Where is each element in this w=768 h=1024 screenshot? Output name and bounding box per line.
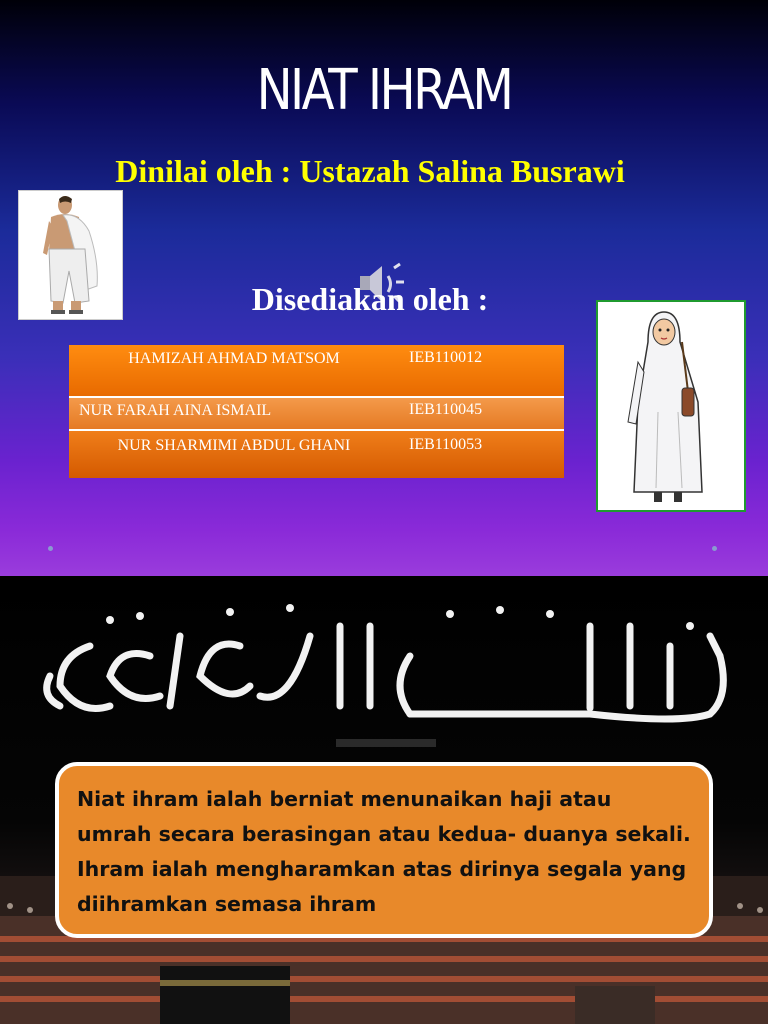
bismillah-calligraphy	[30, 596, 750, 726]
assessed-by-text: Dinilai oleh : Ustazah Salina Busrawi	[115, 153, 625, 189]
table-row	[69, 345, 564, 397]
slide-title: NIAT IHRAM	[256, 58, 512, 123]
table-row	[69, 430, 564, 478]
description-box: Niat ihram ialah berniat menunaikan haji atau umrah secara berasingan atau kedua- duanya sekali. Ihram ialah mengharamkan atas dirinya segala yang diihramkan semasa ihram	[55, 762, 713, 938]
watermark-bar	[336, 739, 436, 747]
hijab-woman-illustration	[596, 300, 746, 512]
member-name: HAMIZAH AHMAD MATSOM	[69, 345, 399, 397]
member-name: NUR SHARMIMI ABDUL GHANI	[69, 430, 399, 478]
member-name: NUR FARAH AINA ISMAIL	[69, 397, 399, 430]
member-id: IEB110053	[399, 430, 564, 478]
table-row	[69, 397, 564, 430]
members-table	[69, 345, 564, 478]
member-id: IEB110012	[399, 345, 564, 397]
content-slide	[0, 576, 768, 1024]
member-id: IEB110045	[399, 397, 564, 430]
ihram-man-illustration	[18, 190, 123, 320]
decor-dot	[48, 546, 53, 551]
prepared-by-text: Disediakan oleh :	[251, 281, 489, 317]
decor-dot	[712, 546, 717, 551]
